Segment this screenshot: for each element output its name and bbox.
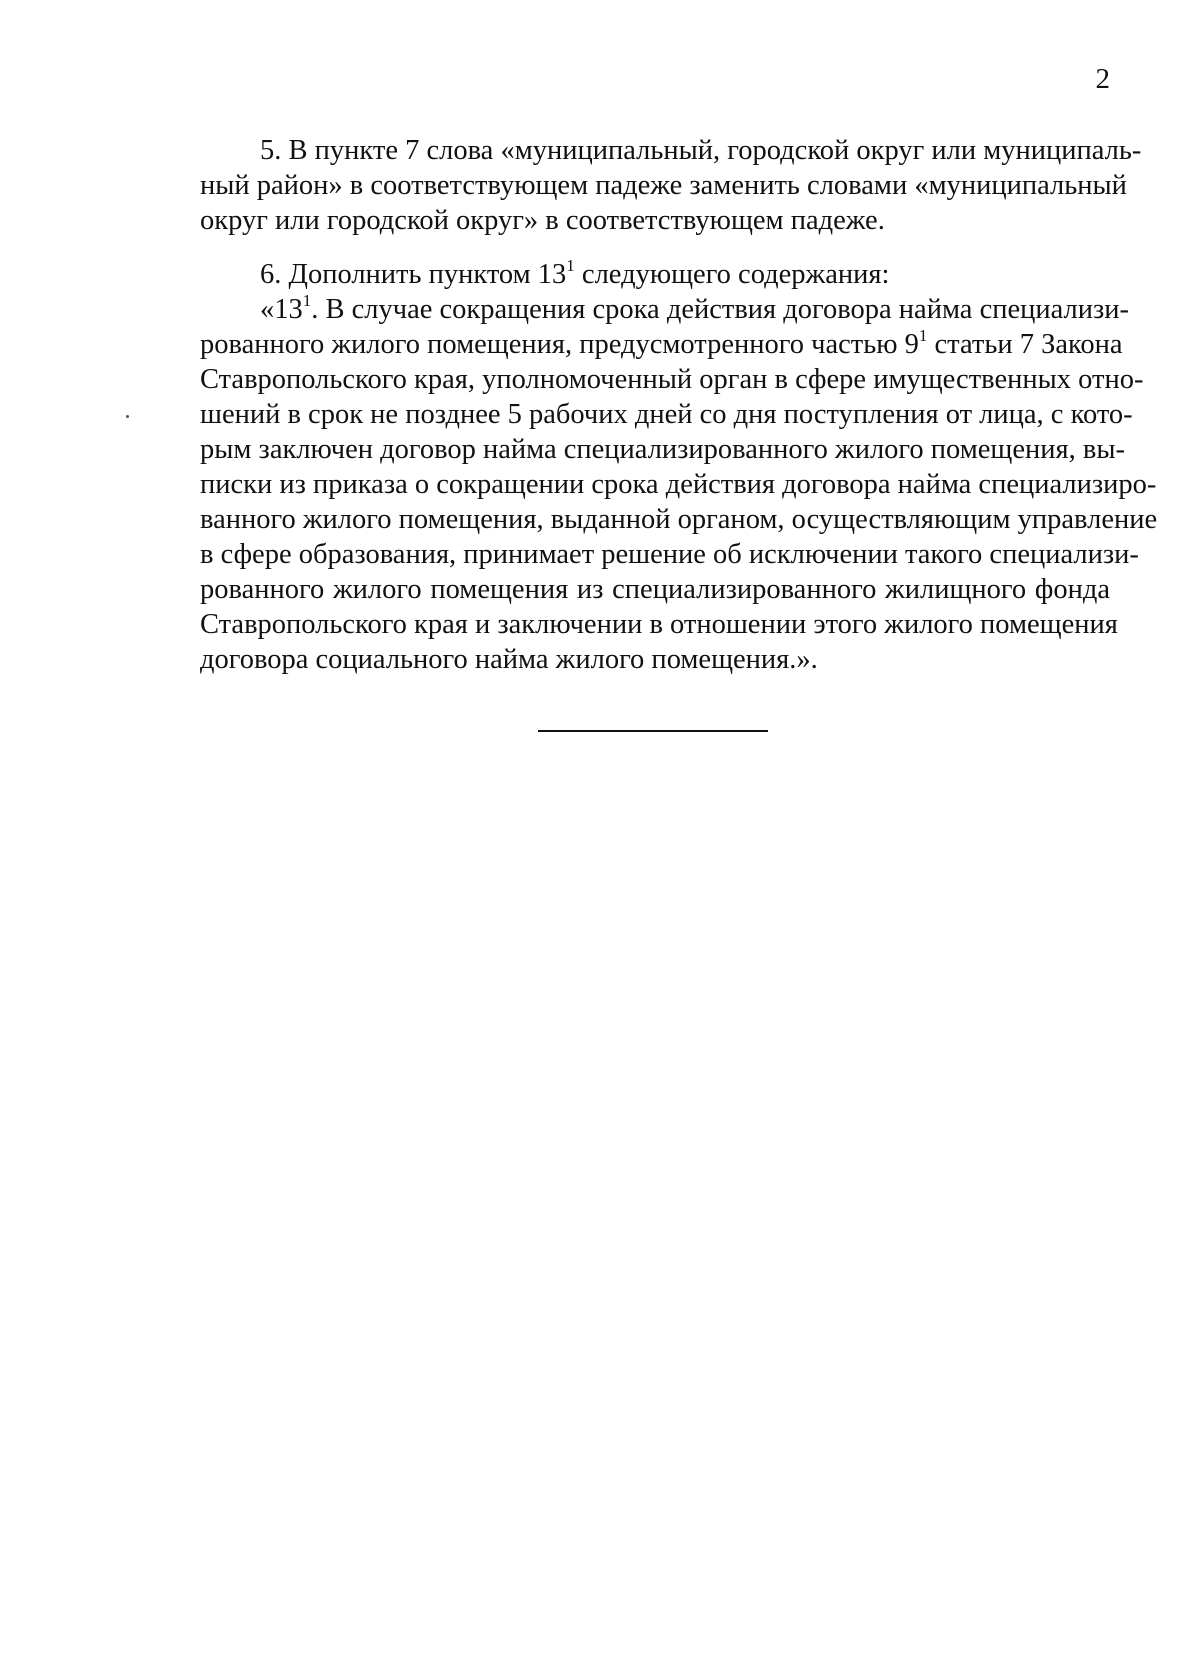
scan-speck (126, 415, 129, 418)
quote-line2-text: рованного жилого помещения, предусмотренного частью 9 (200, 329, 919, 360)
item6-intro-text-end: следующего содержания: (574, 259, 890, 290)
item6-quote-line-3: Ставропольского края, уполномоченный орган в сфере имущественных отно- (200, 364, 1144, 395)
item6-intro (260, 257, 1110, 293)
item6-quote-line-4: шений в срок не позднее 5 рабочих дней со дня поступления от лица, с кото- (200, 399, 1133, 430)
closing-rule (538, 730, 768, 732)
item5-line-3: округ или городской округ» в соответствующем падеже. (200, 205, 885, 236)
item6-quote-line-8: в сфере образования, принимает решение об исключении такого специализи- (200, 539, 1139, 570)
quote-line2-superscript: 1 (918, 325, 928, 345)
item6-intro-text: 6. Дополнить пунктом 13 (260, 259, 567, 290)
page-number: 2 (1095, 63, 1110, 95)
item6-quote-line-10: Ставропольского края и заключении в отношении этого жилого помещения (200, 609, 1118, 640)
item6-quote-line-1 (260, 290, 1129, 328)
quote-line2-text-end: статьи 7 Закона (927, 329, 1123, 360)
quote-start-superscript: 1 (302, 290, 312, 310)
quote-start-text-end: . В случае сокращения срока действия договора найма специализи- (311, 294, 1129, 325)
item6-quote-line-2 (200, 325, 1123, 363)
item6-quote-line-9: рованного жилого помещения из специализированного жилищного фонда (200, 574, 1110, 605)
item6-intro-superscript: 1 (566, 255, 575, 275)
item5-line-2: ный район» в соответствующем падеже заменить словами «муниципальный (200, 170, 1127, 201)
item5-line-1: 5. В пункте 7 слова «муниципальный, городской округ или муниципаль- (260, 135, 1142, 166)
item6-quote-line-6: писки из приказа о сокращении срока действия договора найма специализиро- (200, 469, 1157, 500)
item6-quote-line-7: ванного жилого помещения, выданной органом, осуществляющим управление (200, 504, 1158, 535)
item6-quote-line-11: договора социального найма жилого помещения.». (200, 644, 818, 675)
item6-quote-line-5: рым заключен договор найма специализированного жилого помещения, вы- (200, 434, 1125, 465)
quote-start-text: «13 (260, 294, 303, 325)
